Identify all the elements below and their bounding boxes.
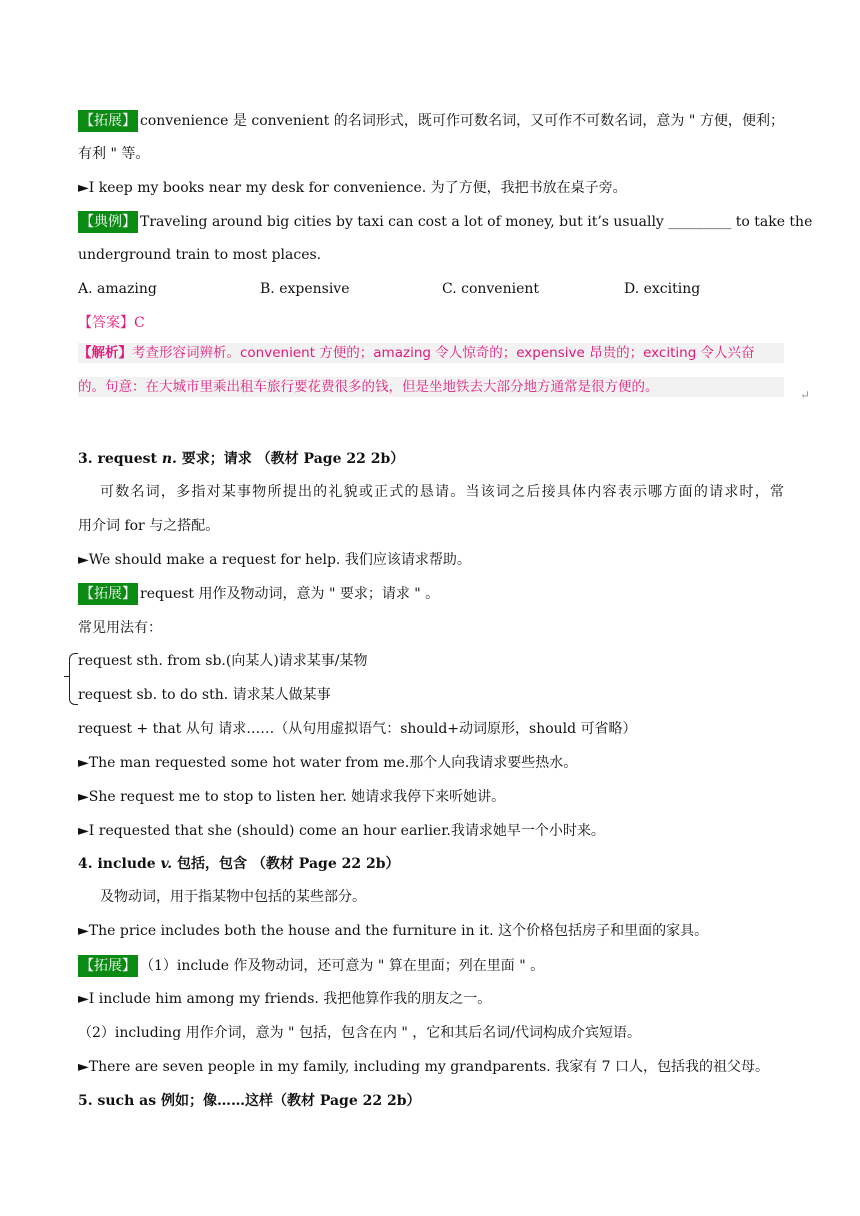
example-question-line2: underground train to most places. — [78, 247, 322, 263]
request-example3: ►She request me to stop to listen her. 她请求我停下来听她讲。 — [78, 789, 506, 805]
analysis-line1: 【解析】考查形容词辨析。convenient 方便的；amazing 令人惊奇的；expensive 昂贵的；exciting 令人兴奋 — [78, 343, 784, 363]
usage-brace-tip — [64, 676, 70, 677]
request-usage2: request sb. to do sth. 请求某人做某事 — [78, 687, 331, 703]
option-a: A. amazing — [78, 281, 157, 297]
request-example4: ►I requested that she (should) come an hour earlier.我请求她早一个小时来。 — [78, 823, 605, 839]
request-usage-title: 常见用法有： — [78, 620, 162, 636]
include-example3: ►There are seven people in my family, including my grandparents. 我家有 7 口人，包括我的祖父母。 — [78, 1059, 770, 1075]
example-question-line1: 【典例】 Traveling around big cities by taxi can cost a lot of money, but it’s usually _________ to take the — [78, 211, 784, 233]
extend-tag: 【拓展】 — [78, 955, 138, 977]
request-usage1: request sth. from sb.(向某人)请求某事/某物 — [78, 653, 368, 669]
request-example2: ►The man requested some hot water from me.那个人向我请求要些热水。 — [78, 755, 578, 771]
extend-tag: 【拓展】 — [78, 110, 138, 132]
option-b: B. expensive — [260, 281, 350, 297]
usage-brace — [69, 653, 78, 705]
answer-tag: 【答案】 — [78, 315, 134, 331]
paragraph-return-mark: ↵ — [800, 388, 811, 402]
option-d: D. exciting — [624, 281, 701, 297]
include-extend: 【拓展】 （1）include 作及物动词，还可意为 " 算在里面；列在里面 " 。 — [78, 955, 784, 977]
extend-tag: 【拓展】 — [78, 583, 138, 605]
include-paragraph2: （2）including 用作介词，意为 " 包括，包含在内 " ，它和其后名词/代词构成介宾短语。 — [78, 1025, 641, 1041]
request-paragraph-line1: 可数名词，多指对某事物所提出的礼貌或正式的恳请。当该词之后接具体内容表示哪方面的请求时，常 — [100, 484, 784, 500]
convenience-extend-line2: 有利 " 等。 — [78, 146, 150, 162]
request-extend: 【拓展】 request 用作及物动词，意为 " 要求；请求 " 。 — [78, 583, 784, 605]
request-paragraph-line2: 用介词 for 与之搭配。 — [78, 518, 220, 534]
convenience-example-sentence: ►I keep my books near my desk for convenience. 为了方便，我把书放在桌子旁。 — [78, 180, 627, 196]
include-heading: 4. include v. 包括，包含 （教材 Page 22 2b） — [78, 856, 400, 872]
convenience-extend-line1: 【拓展】 convenience 是 convenient 的名词形式，既可作可数名词，又可作不可数名词，意为 " 方便，便利； — [78, 110, 784, 132]
include-example1: ►The price includes both the house and the furniture in it. 这个价格包括房子和里面的家具。 — [78, 923, 709, 939]
answer-value: C — [134, 315, 145, 331]
request-example1: ►We should make a request for help. 我们应该请求帮助。 — [78, 552, 471, 568]
request-usage3: request + that 从句 请求……（从句用虚拟语气：should+动词原形，should 可省略） — [78, 721, 637, 737]
option-c: C. convenient — [442, 281, 540, 297]
suchas-heading: 5. such as 例如；像……这样（教材 Page 22 2b） — [78, 1093, 421, 1109]
request-heading: 3. request n. 要求；请求 （教材 Page 22 2b） — [78, 451, 405, 467]
include-example2: ►I include him among my friends. 我把他算作我的朋友之一。 — [78, 991, 492, 1007]
example-tag: 【典例】 — [78, 211, 138, 233]
answer-line — [78, 313, 784, 333]
analysis-line2: 的。句意：在大城市里乘出租车旅行要花费很多的钱，但是坐地铁去大部分地方通常是很方便的。 — [78, 377, 784, 397]
analysis-tag: 【解析】 — [78, 345, 132, 361]
include-paragraph: 及物动词，用于指某物中包括的某些部分。 — [100, 889, 366, 905]
